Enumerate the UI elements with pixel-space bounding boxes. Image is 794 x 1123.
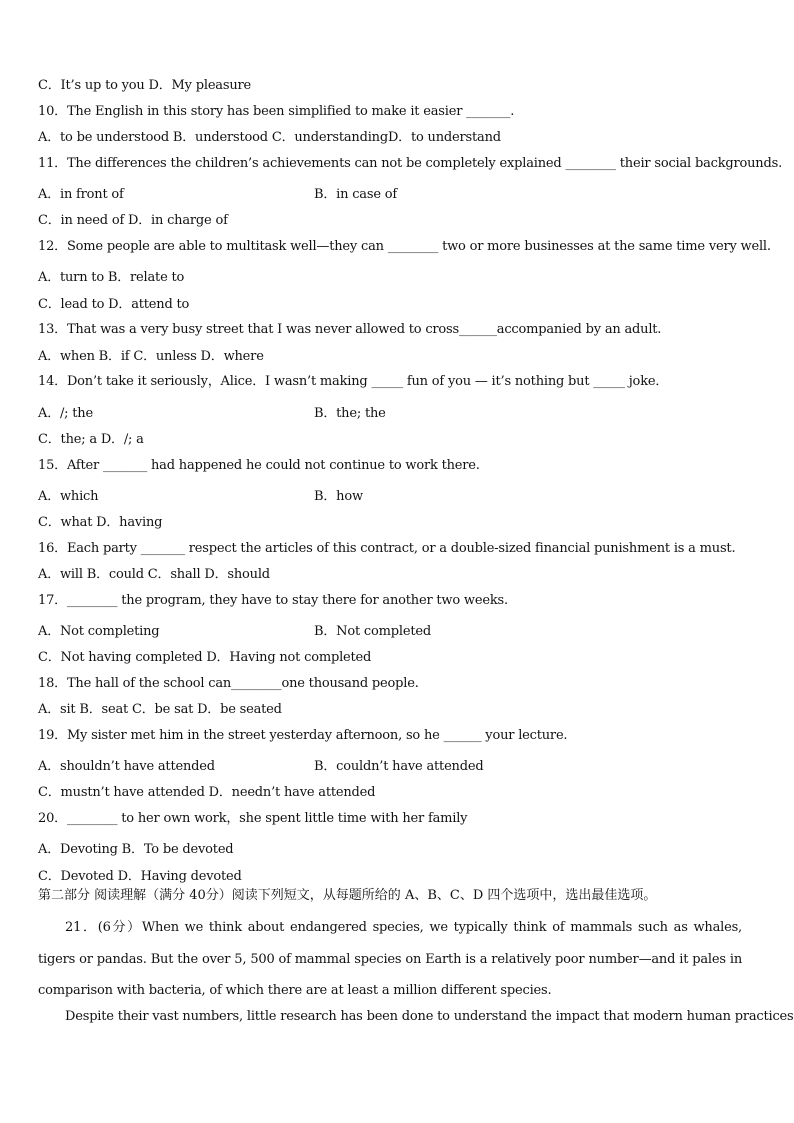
option-b: B．the; the [314, 406, 386, 421]
question-12: 12．Some people are able to multitask well—they can ________ two or more businesses at the same time very well. [38, 239, 771, 254]
options-16: A．will B．could C．shall D．should [38, 567, 270, 582]
option-a: A．which [38, 489, 99, 504]
options-11-cd: C．in need of D．in charge of [38, 213, 228, 228]
question-17: 17．________ the program, they have to stay there for another two weeks. [38, 593, 508, 608]
question-13: 13．That was a very busy street that I was never allowed to cross______accompanied by an adult. [38, 322, 662, 337]
question-18: 18．The hall of the school can________one thousand people. [38, 676, 419, 691]
options-19-ab [38, 759, 484, 775]
options-11-ab [38, 187, 397, 203]
options-10: A．to be understood B．understood C．understandingD．to understand [38, 130, 501, 145]
option-a: A．shouldn’t have attended [38, 759, 215, 774]
question-14: 14．Don’t take it seriously，Alice．I wasn’t making _____ fun of you — it’s nothing but _____ joke． [38, 374, 669, 389]
option-b: B．how [314, 489, 363, 504]
passage-paragraph-1: 21．(6分）When we think about endangered species, we typically think of mammals such as whales, tigers or pandas. But the over 5, 500 of mammal species on Earth is a relatively poor number—and it pales in comparison with bacteria, of which there are at least a million different species. [38, 920, 742, 998]
section-header: 第二部分 阅读理解（满分 40分）阅读下列短文，从每题所给的 A、B、C、D 四个选项中，选出最佳选项。 [38, 888, 657, 903]
options-15-ab [38, 489, 363, 505]
options-18: A．sit B．seat C．be sat D．be seated [38, 702, 282, 717]
option-a: A．Not completing [38, 624, 160, 639]
options-13: A．when B．if C．unless D．where [38, 349, 264, 364]
question-19: 19．My sister met him in the street yesterday afternoon, so he ______ your lecture. [38, 728, 568, 743]
options-15-cd: C．what D．having [38, 515, 163, 530]
option-b: B．Not completed [314, 624, 431, 639]
option-line-c-9: C．It’s up to you D．My pleasure [38, 78, 252, 93]
question-16: 16．Each party _______ respect the articles of this contract, or a double-sized financial punishment is a must. [38, 541, 736, 556]
option-a: A．/; the [38, 406, 93, 421]
question-15: 15．After _______ had happened he could not continue to work there. [38, 458, 480, 473]
options-14-ab [38, 406, 386, 422]
options-20-cd: C．Devoted D．Having devoted [38, 869, 242, 884]
option-b: B．in case of [314, 187, 397, 202]
option-a: A．in front of [38, 187, 124, 202]
question-20: 20．________ to her own work，she spent little time with her family [38, 811, 468, 826]
options-12-ab: A．turn to B．relate to [38, 270, 185, 285]
options-12-cd: C．lead to D．attend to [38, 297, 190, 312]
option-b: B．couldn’t have attended [314, 759, 484, 774]
options-17-cd: C．Not having completed D．Having not completed [38, 650, 372, 665]
options-17-ab [38, 624, 431, 640]
options-19-cd: C．mustn’t have attended D．needn’t have attended [38, 785, 376, 800]
passage-paragraph-2: Despite their vast numbers, little research has been done to understand the impact that modern human practices [65, 1009, 794, 1024]
options-14-cd: C．the; a D．/; a [38, 432, 144, 447]
question-10: 10．The English in this story has been simplified to make it easier _______. [38, 104, 515, 119]
question-11: 11．The differences the children’s achievements can not be completely explained ________ their social backgrounds. [38, 156, 783, 171]
options-20-ab: A．Devoting B．To be devoted [38, 842, 234, 857]
